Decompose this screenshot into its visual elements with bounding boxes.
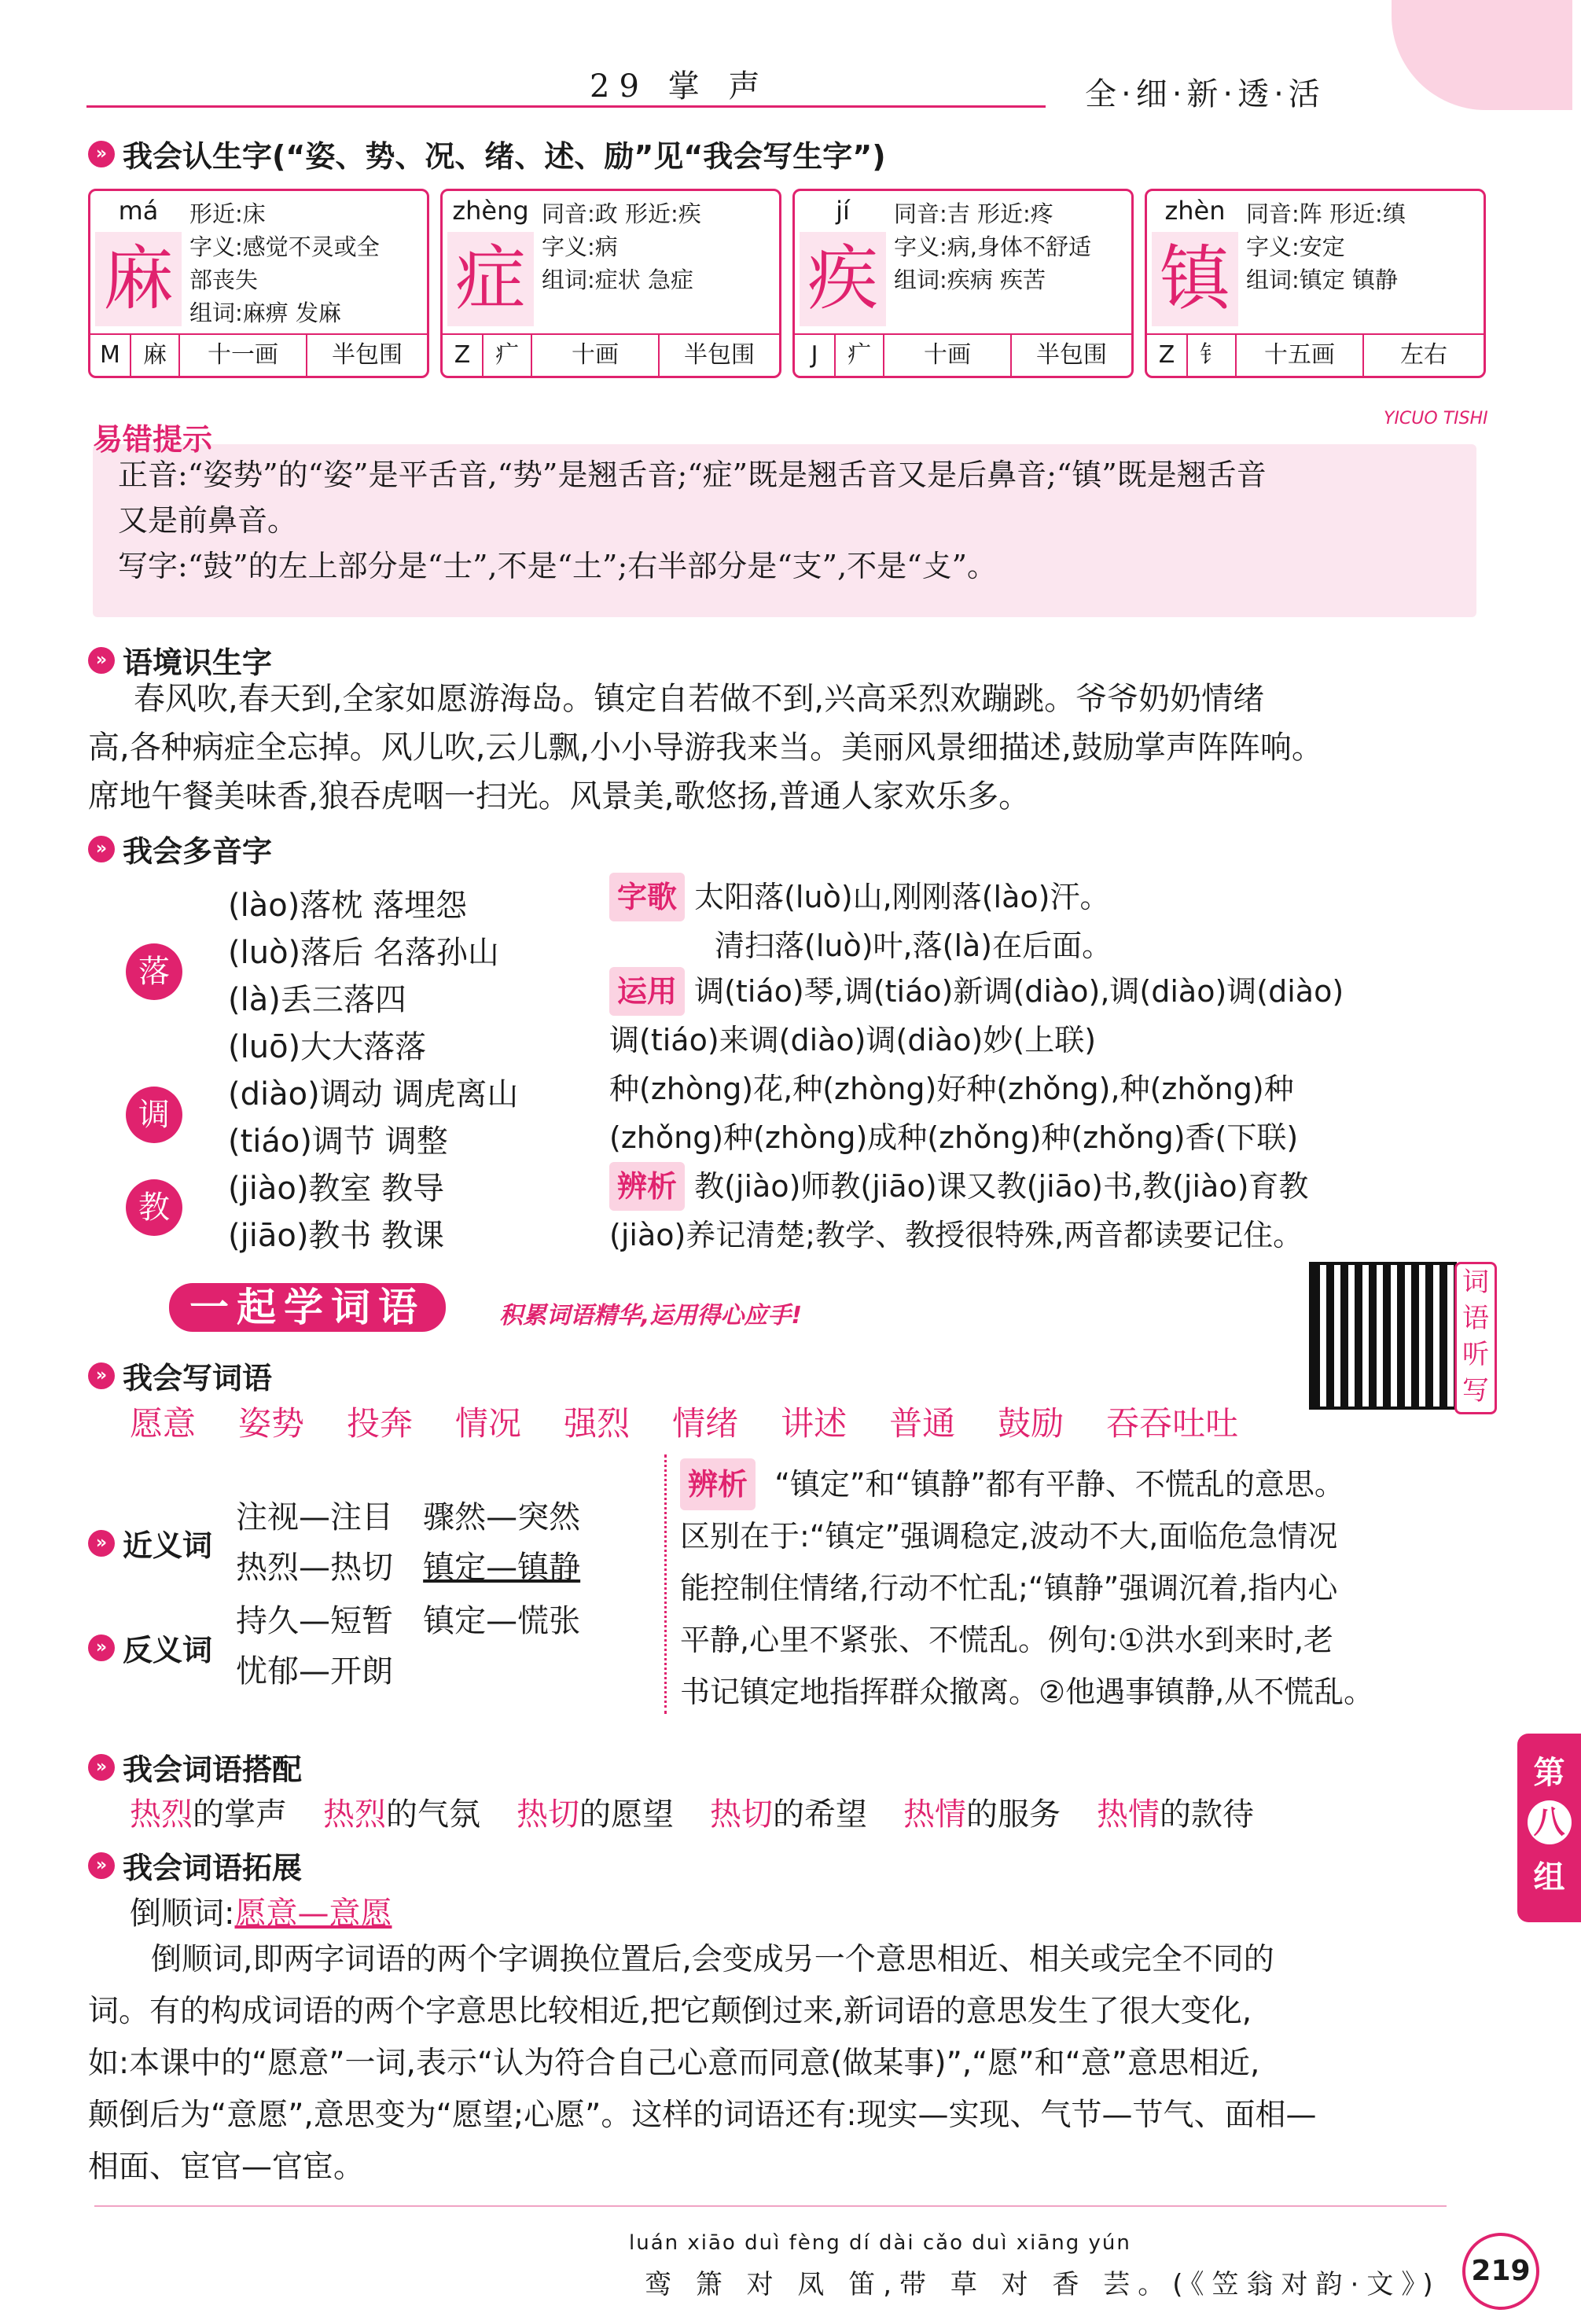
synonym-pair: 镇定—镇静 [423,1550,581,1586]
card-line: 组词:疾病 疾苦 [894,267,1046,293]
multitone-reading: (luō)大大落落 [228,1029,427,1065]
match-item: 热切的希望 [710,1796,867,1833]
section-title-text: 语境识生字 [123,645,273,680]
card-structure: 半包围 [332,341,403,369]
char-card-ji [792,189,1134,378]
word-item: 普通 [889,1404,956,1443]
card-char: 镇 [1152,232,1238,326]
context-paragraph-2 [88,723,1487,821]
word-item: 鼓励 [998,1404,1064,1443]
match-item: 热烈的气氛 [323,1796,480,1833]
note-line: 能控制住情绪,行动不忙乱;“镇静”强调沉着,指内心 [680,1571,1338,1605]
double-chevron-icon: » [88,1852,115,1879]
multitone-usage [609,967,1490,1162]
side-tab-text: 组 [1533,1859,1565,1896]
tip-line: 又是前鼻音。 [118,503,298,538]
header-slogan: 全·细·新·透·活 [1085,76,1325,112]
section-title-text: 近义词 [123,1528,213,1563]
card-radical: 麻 [131,335,180,376]
usage-line: 种(zhòng)花,种(zhòng)好种(zhǒng),种(zhǒng)种 [609,1072,1294,1106]
context-line: 春风吹,春天到,全家如愿游海岛。镇定自若做不到,兴高采烈欢蹦跳。爷爷奶奶情绪 [134,681,1265,717]
section-write-title [88,1354,272,1397]
card-info [189,197,419,329]
card-radical: 疒 [836,335,884,376]
analysis-line: (jiào)养记清楚;教学、教授很特殊,两音都读要记住。 [609,1218,1303,1252]
section-recognize-title [88,132,886,175]
multitone-reading: (lào)落枕 落埋怨 [228,888,468,924]
chapter-side-tab [1517,1734,1581,1922]
tip-line: 写字:“鼓”的左上部分是“士”,不是“土”;右半部分是“支”,不是“攴”。 [118,549,998,583]
section-title-text: 我会写词语 [123,1361,273,1396]
card-strokes: 十五画 [1237,335,1364,376]
card-line: 同音:吉 形近:疼 [894,200,1053,227]
word-item: 姿势 [238,1404,305,1443]
multitone-reading: (jiào)教室 教导 [228,1171,445,1207]
card-footer [1147,333,1484,376]
section-expand-title [88,1844,302,1887]
double-chevron-icon: » [88,1530,115,1557]
antonym-list [236,1596,580,1697]
tag-analysis: 辨析 [609,1162,685,1211]
card-line: 字义:病,身体不舒适 [894,234,1091,260]
card-line: 同音:阵 形近:缜 [1246,200,1406,227]
card-info [894,197,1123,296]
word-item: 情况 [455,1404,522,1443]
card-letter: J [795,335,836,376]
card-pinyin: jí [836,196,850,226]
section-title-text: 反义词 [123,1633,213,1668]
card-pinyin: má [118,196,159,226]
multitone-char-luo: 落 [126,943,182,1000]
section-title-text: 我会词语拓展 [123,1851,303,1885]
expand-label: 倒顺词: [130,1896,235,1932]
page-number: 219 [1462,2233,1539,2310]
expand-label-row [130,1888,392,1933]
footer-divider [94,2205,1447,2207]
section-synonym-title [88,1521,212,1565]
synonym-list [236,1492,580,1593]
antonym-pair: 持久—短暂 [236,1603,393,1639]
multitone-reading: (jiāo)教书 教课 [228,1218,445,1254]
usage-line: 调(tiáo)来调(diào)调(diào)妙(上联) [609,1023,1097,1057]
card-letter: M [90,335,131,376]
multitone-char-diao: 调 [126,1087,182,1143]
tip-english: YICUO TISHI [1384,409,1488,428]
multitone-char-jiao: 教 [126,1179,182,1236]
char-card-ma [88,189,429,378]
page-title: 29 掌 声 [590,68,770,105]
words-banner: 一起学词语 [169,1283,446,1332]
match-item: 热情的款待 [1097,1796,1254,1833]
write-words-row [130,1398,1238,1445]
card-char: 麻 [95,232,182,326]
card-line: 组词:镇定 镇静 [1246,267,1398,293]
multitone-reading: (là)丢三落四 [228,982,406,1018]
card-pinyin: zhèn [1164,196,1226,226]
multitone-reading: (luò)落后 名落孙山 [228,935,499,971]
card-line: 同音:政 形近:疾 [542,200,701,227]
card-line: 部丧失 [189,267,259,293]
card-line: 字义:病 [542,234,618,260]
card-line: 字义:安定 [1246,234,1345,260]
word-item: 投奔 [347,1404,414,1443]
expand-example: 愿意—意愿 [234,1896,392,1932]
antonym-pair: 镇定—慌张 [423,1603,581,1639]
word-item: 吞吞吐吐 [1106,1404,1239,1443]
card-info [542,197,771,296]
card-char: 症 [447,232,534,326]
card-structure: 左右 [1400,341,1447,369]
tag-song: 字歌 [609,873,685,921]
note-line: 区别在于:“镇定”强调稳定,波动不大,面临危急情况 [680,1519,1338,1554]
context-paragraph [134,675,1486,723]
note-line: “镇定”和“镇静”都有平静、不慌乱的意思。 [774,1467,1344,1502]
char-card-zheng [440,189,781,378]
double-chevron-icon: » [88,647,115,674]
card-pinyin: zhèng [452,196,529,226]
tip-text [118,452,1470,589]
card-line: 形近:床 [189,200,266,227]
card-letter: Z [443,335,483,376]
card-structure: 半包围 [684,341,755,369]
section-multitone-title [88,827,272,870]
card-char: 疾 [800,232,886,326]
note-line: 书记镇定地指挥群众撤离。②他遇事镇静,从不慌乱。 [680,1675,1374,1709]
section-title-text: 我会词语搭配 [123,1752,303,1787]
card-strokes: 十画 [884,335,1012,376]
side-tab-text: 八 [1528,1800,1572,1844]
match-item: 热切的愿望 [517,1796,674,1833]
word-item: 讲述 [781,1404,847,1443]
synonym-pair: 骤然—突然 [423,1499,581,1535]
song-line: 太阳落(luò)山,刚刚落(lào)汗。 [694,880,1110,914]
char-card-zhen [1145,189,1486,378]
side-tab-text: 第 [1533,1755,1565,1791]
word-item: 情绪 [672,1404,739,1443]
section-title-text: 我会多音字 [123,834,273,869]
song-line: 清扫落(luò)叶,落(là)在后面。 [715,928,1112,963]
card-letter: Z [1147,335,1188,376]
tag-note: 辨析 [680,1458,756,1510]
section-antonym-title [88,1626,212,1669]
match-item: 热情的服务 [903,1796,1061,1833]
qr-code[interactable] [1309,1262,1457,1410]
multitone-analysis [609,1162,1490,1259]
tag-usage: 运用 [609,967,685,1016]
multitone-reading: (diào)调动 调虎离山 [228,1076,519,1112]
section-match-title [88,1745,302,1789]
match-row [130,1789,1254,1834]
card-structure: 半包围 [1036,341,1107,369]
word-item: 愿意 [130,1404,197,1443]
expand-line: 倒顺词,即两字词语的两个字调换位置后,会变成另一个意思相近、相关或完全不同的 [151,1942,1274,1977]
words-banner-sub: 积累词语精华,运用得心应手! [499,1302,803,1329]
match-item: 热烈的掌声 [130,1796,287,1833]
footer-pinyin: luán xiāo duì fèng dí dài cǎo duì xiāng yún [629,2231,1131,2255]
multitone-reading: (tiáo)调节 调整 [228,1123,448,1160]
card-line: 组词:麻痹 发麻 [189,300,341,326]
tip-heading: 易错提示 [93,422,213,457]
note-text [680,1458,1474,1718]
multitone-song [609,873,1112,970]
card-line: 字义:感觉不灵或全 [189,234,380,260]
tip-line: 正音:“姿势”的“姿”是平舌音,“势”是翘舌音;“症”既是翘舌音又是后鼻音;“镇”既是翘舌音 [118,458,1267,492]
card-footer [795,333,1131,376]
word-item: 强烈 [564,1404,631,1443]
header-divider [86,105,1046,108]
double-chevron-icon: » [88,141,115,167]
expand-line: 颠倒后为“意愿”,意思变为“愿望;心愿”。这样的词语还有:现实—实现、气节—节气、面相— [88,2098,1317,2133]
expand-line: 相面、宦官—官宦。 [88,2149,365,2185]
card-strokes: 十一画 [180,335,307,376]
card-radical: 钅 [1188,335,1237,376]
usage-line: (zhǒng)种(zhòng)成种(zhǒng)种(zhǒng)香(下联) [609,1120,1299,1155]
double-chevron-icon: » [88,836,115,862]
card-radical: 疒 [483,335,532,376]
card-info [1246,197,1476,296]
card-footer [90,333,427,376]
qr-side-label: 词语听写 [1454,1262,1497,1414]
section-title-text: 我会认生字(“姿、势、况、绪、述、励”见“我会写生字”) [123,139,886,174]
analysis-line: 教(jiào)师教(jiāo)课又教(jiāo)书,教(jiào)育教 [694,1169,1309,1204]
expand-line: 词。有的构成词语的两个字意思比较相近,把它颠倒过来,新词语的意思发生了很大变化, [88,1994,1252,2029]
footer-text: 鸾 箫 对 凤 笛,带 草 对 香 芸。(《笠翁对韵·文》) [645,2269,1441,2300]
context-line: 席地午餐美味香,狼吞虎咽一扫光。风景美,歌悠扬,普通人家欢乐多。 [88,778,1031,815]
expand-line: 如:本课中的“愿意”一词,表示“认为符合自己心意而同意(做某事)”,“愿”和“意”意思相近, [88,2046,1260,2081]
header-decoration [1392,0,1572,110]
double-chevron-icon: » [88,1635,115,1661]
note-line: 平静,心里不紧张、不慌乱。例句:①洪水到来时,老 [680,1623,1334,1657]
synonym-pair: 热烈—热切 [236,1550,393,1586]
synonym-pair: 注视—注目 [236,1499,393,1535]
card-strokes: 十画 [532,335,660,376]
context-line: 高,各种病症全忘掉。风儿吹,云儿飘,小小导游我来当。美丽风景细描述,鼓励掌声阵阵响。 [88,730,1323,766]
card-footer [443,333,779,376]
double-chevron-icon: » [88,1754,115,1781]
usage-line: 调(tiáo)琴,调(tiáo)新调(diào),调(diào)调(diào) [694,974,1344,1009]
expand-paragraph [88,1934,1503,2193]
antonym-pair: 忧郁—开朗 [236,1653,393,1690]
double-chevron-icon: » [88,1362,115,1389]
card-line: 组词:症状 急症 [542,267,693,293]
